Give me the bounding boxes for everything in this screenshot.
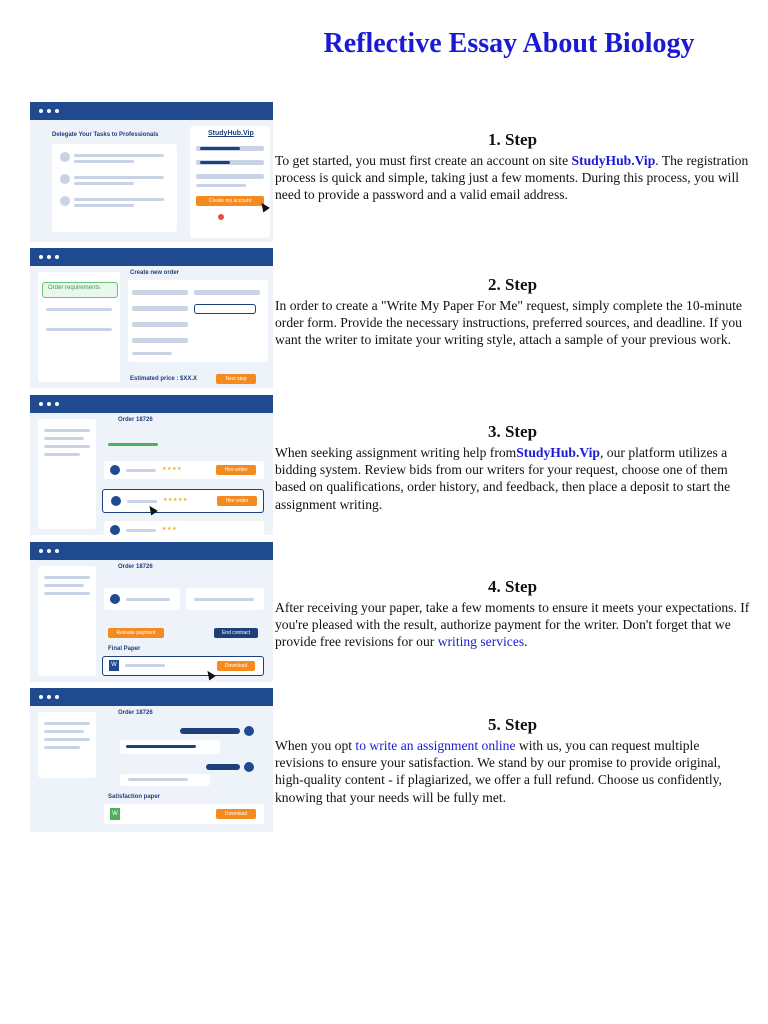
satisfaction-paper-row xyxy=(104,804,264,824)
step-4 xyxy=(275,577,750,651)
create-account-button[interactable]: Create my account xyxy=(196,196,264,206)
order-sidebar xyxy=(38,272,120,382)
create-order-heading: Create new order xyxy=(130,270,180,276)
payment-sidebar xyxy=(38,566,96,676)
chat-sidebar xyxy=(38,712,96,778)
chat-message xyxy=(120,774,210,786)
browser-bar xyxy=(30,395,273,413)
step-text xyxy=(275,599,750,651)
step-3 xyxy=(275,422,750,513)
studyhub-link[interactable]: StudyHub.Vip xyxy=(516,445,600,460)
order-requirements-item: Order requirements xyxy=(48,285,101,291)
order-number: Order 18726 xyxy=(118,564,153,570)
estimated-price: Estimated price : $XX.X xyxy=(130,376,198,382)
step-text-part: . xyxy=(524,634,528,650)
writing-services-link[interactable]: writing services xyxy=(437,634,525,650)
hire-writer-button[interactable]: Hire writer xyxy=(216,465,256,475)
browser-bar xyxy=(30,542,273,560)
studyhub-link[interactable]: StudyHub.Vip xyxy=(571,153,656,168)
release-payment-button[interactable]: Release payment xyxy=(108,628,164,638)
chat-message xyxy=(206,764,240,770)
step-heading: 4. Step xyxy=(487,577,538,596)
browser-bar xyxy=(30,248,273,266)
selected-bid-row: ★★★★★ Hire writer xyxy=(102,489,264,513)
user-avatar xyxy=(244,762,254,772)
order-form-card xyxy=(128,280,268,362)
payment-screenshot xyxy=(30,542,273,682)
bid-row: ★★★ xyxy=(104,521,264,535)
bids-sidebar xyxy=(38,419,96,529)
step-heading: 1. Step xyxy=(487,130,538,149)
satisfaction-paper-label: Satisfaction paper xyxy=(108,794,161,800)
document-icon: W xyxy=(110,808,120,820)
chat-message xyxy=(180,728,240,734)
order-number: Order 18726 xyxy=(118,417,153,423)
write-assignment-link[interactable]: to write an assignment online xyxy=(355,738,516,753)
signup-brand: StudyHub.Vip xyxy=(208,130,254,137)
step-2 xyxy=(275,275,750,349)
signup-form xyxy=(190,126,270,238)
status-card xyxy=(186,588,264,610)
final-paper-label: Final Paper xyxy=(108,646,141,652)
step-text-part: . The registration process is quick and simple, taking just a few moments. During this process, you will need to provide a password and a valid email address. xyxy=(275,153,749,203)
order-number: Order 18726 xyxy=(118,710,153,716)
step-text-part: , our platform utilizes a bidding system. Review bids from our writers for your request, choose one of them based on qualifications, order history, and feedback, then place a deposit to start the assignment writing. xyxy=(275,445,731,512)
bid-row: ★★★★ Hire writer xyxy=(104,461,264,479)
step-text xyxy=(275,444,750,513)
step-text-part: To get started, you must first create an account on site xyxy=(275,153,572,168)
step-heading: 3. Step xyxy=(487,422,538,441)
step-text-part: When you opt xyxy=(275,738,356,753)
features-card xyxy=(52,144,177,232)
download-button[interactable]: Download xyxy=(217,661,255,671)
step-text xyxy=(275,152,750,204)
step-text: In order to create a "Write My Paper For Me" request, simply complete the 10-minute order form. Provide the necessary instructions, preferred sources, and deadline. If you want the writer to imitate your writing style, attach a sample of your previous work. xyxy=(275,298,742,348)
registration-screenshot xyxy=(30,102,273,242)
user-avatar xyxy=(244,726,254,736)
step-text xyxy=(275,737,750,806)
step-text-part: When seeking assignment writing help from xyxy=(275,445,517,460)
browser-bar xyxy=(30,688,273,706)
download-button[interactable]: Download xyxy=(216,809,256,819)
bidding-screenshot xyxy=(30,395,273,535)
final-paper-row xyxy=(102,656,264,676)
step-text-part: with us, you can request multiple revisions to ensure your satisfaction. We stand by our promise to provide original, high-quality content - if plagiarized, we offer a full refund. Choose us confidently, knowing that your needs will be fully met. xyxy=(275,738,722,805)
step-text-part: After receiving your paper, take a few moments to ensure it meets your expectations. If you're pleased with the result, authorize payment for the writer. Don't forget that we provide free revisions for our xyxy=(275,600,750,650)
delegate-heading: Delegate Your Tasks to Professionals xyxy=(52,132,159,138)
step-5 xyxy=(275,715,750,806)
step-1 xyxy=(275,130,750,204)
document-icon: W xyxy=(109,660,119,671)
page-title: Reflective Essay About Biology xyxy=(323,28,695,59)
writer-card xyxy=(104,588,180,610)
revisions-screenshot xyxy=(30,688,273,832)
step-heading: 2. Step xyxy=(487,275,538,294)
next-step-button[interactable]: Next step xyxy=(216,374,256,384)
order-form-screenshot xyxy=(30,248,273,388)
end-contract-button[interactable]: End contract xyxy=(214,628,258,638)
chat-message xyxy=(120,740,220,754)
browser-bar xyxy=(30,102,273,120)
step-heading: 5. Step xyxy=(487,715,538,734)
hire-writer-button[interactable]: Hire writer xyxy=(217,496,257,506)
